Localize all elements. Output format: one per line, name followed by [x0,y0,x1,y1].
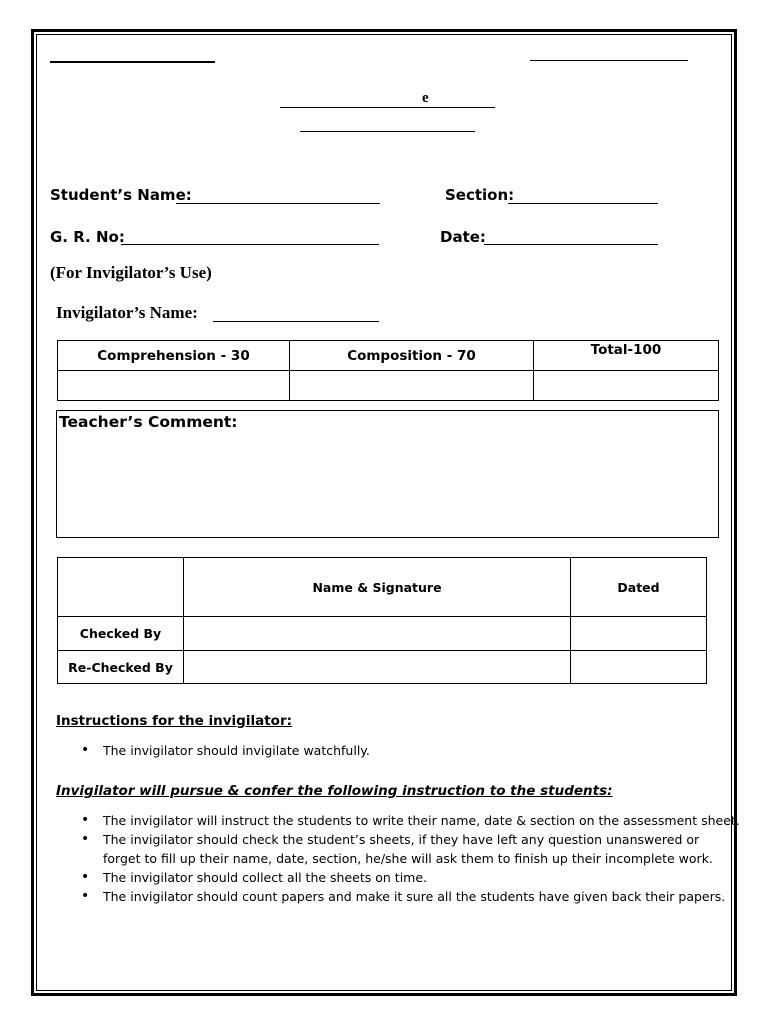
list-item: • The invigilator should collect all the sheets on time. [103,868,723,887]
title-line-1 [280,107,495,108]
list-item: • The invigilator will instruct the students to write their name, date & section on the assessment sheet. [103,811,723,830]
teacher-comment-label: Teacher’s Comment: [59,413,238,431]
date-label: Date: [440,228,486,246]
instructions-invigilator-list [103,741,370,760]
title-mark: e [422,90,429,106]
section-field[interactable] [508,203,658,204]
rechecked-by-label: Re-Checked By [58,651,184,684]
list-item: • The invigilator should check the student’s sheets, if they have left any question unanswered or forget to fill up their name, date, section, he/she will ask them to finish up their incomplete work. [103,830,723,868]
list-item: • The invigilator should invigilate watchfully. [103,741,370,760]
marks-header-comprehension: Comprehension - 30 [58,341,290,371]
instructions-students-list [103,811,740,906]
checked-by-date-cell[interactable] [571,617,707,651]
rechecked-by-date-cell[interactable] [571,651,707,684]
check-header-blank [58,558,184,617]
date-field[interactable] [484,244,658,245]
marks-header-composition: Composition - 70 [290,341,534,371]
student-name-field[interactable] [176,203,380,204]
check-header-dated: Dated [571,558,707,617]
invigilator-use-heading: (For Invigilator’s Use) [50,263,212,282]
marks-table [57,340,719,401]
checked-by-signature-cell[interactable] [184,617,571,651]
marks-cell-comprehension[interactable] [58,371,290,401]
marks-header-total: Total-100 [534,341,719,371]
student-name-label: Student’s Name: [50,186,192,204]
teacher-comment-box[interactable] [56,410,719,538]
header-line-left [50,61,215,63]
gr-no-label: G. R. No: [50,228,125,246]
checked-by-label: Checked By [58,617,184,651]
marks-cell-total[interactable] [534,371,719,401]
marks-cell-composition[interactable] [290,371,534,401]
instructions-invigilator-title: Instructions for the invigilator: [56,713,292,729]
header-line-right [530,60,688,61]
rechecked-by-signature-cell[interactable] [184,651,571,684]
list-item: • The invigilator should count papers and make it sure all the students have given back their papers. [103,887,723,906]
invigilator-name-field[interactable] [213,321,379,322]
check-header-name-signature: Name & Signature [184,558,571,617]
section-label: Section: [445,186,515,204]
invigilator-name-label: Invigilator’s Name: [56,303,198,322]
title-line-2 [300,131,475,132]
check-table [57,557,707,684]
instructions-students-title: Invigilator will pursue & confer the following instruction to the students: [56,783,613,799]
gr-no-field[interactable] [121,244,379,245]
